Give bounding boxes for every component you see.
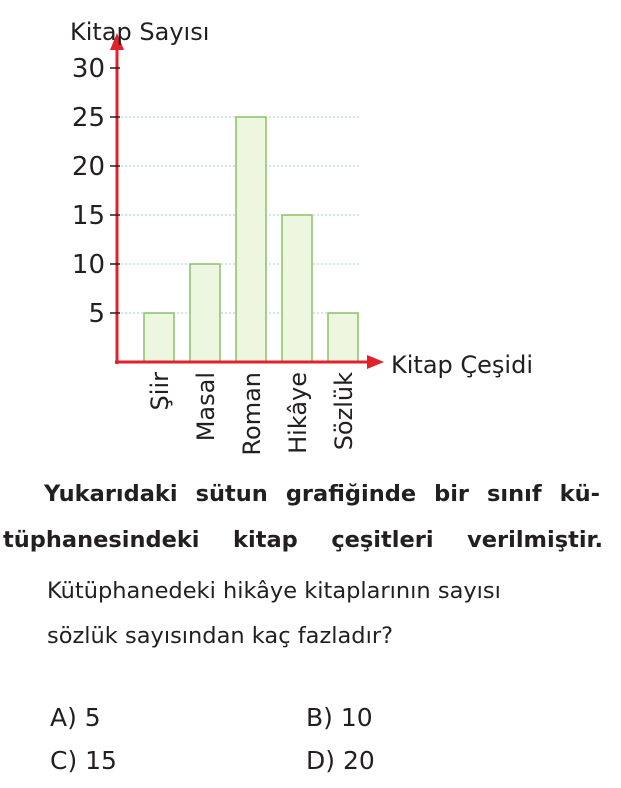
option-c[interactable]: C) 15 bbox=[50, 746, 117, 775]
y-tick-label: 5 bbox=[88, 299, 105, 329]
option-d[interactable]: D) 20 bbox=[306, 746, 375, 775]
option-b[interactable]: B) 10 bbox=[306, 703, 373, 732]
y-ticks bbox=[72, 54, 120, 329]
x-tick-label: Roman bbox=[238, 372, 266, 456]
x-tick-label: Hikâye bbox=[284, 372, 312, 454]
question-line-2: sözlük sayısından kaç fazladır? bbox=[47, 623, 394, 649]
y-tick-label: 30 bbox=[71, 54, 105, 84]
paragraph-line-1: Yukarıdaki sütun grafiğinde bir sınıf kü- bbox=[44, 481, 600, 507]
option-a[interactable]: A) 5 bbox=[50, 703, 101, 732]
x-tick-label: Şiir bbox=[146, 372, 174, 411]
y-tick-label: 25 bbox=[71, 103, 105, 133]
bar-1 bbox=[190, 264, 220, 362]
question-line-1: Kütüphanedeki hikâye kitaplarının sayısı bbox=[47, 578, 501, 604]
bar-4 bbox=[328, 313, 358, 362]
y-tick-label: 15 bbox=[71, 201, 105, 231]
y-axis-title: Kitap Sayısı bbox=[70, 18, 210, 46]
x-axis-arrow bbox=[367, 355, 384, 369]
paragraph-line-2: tüphanesindeki kitap çeşitleri verilmiştir. bbox=[3, 527, 603, 553]
bar-0 bbox=[144, 313, 174, 362]
x-tick-labels bbox=[146, 372, 358, 456]
x-tick-label: Masal bbox=[192, 372, 220, 442]
bar-3 bbox=[282, 215, 312, 362]
bars bbox=[144, 117, 358, 362]
x-tick-label: Sözlük bbox=[330, 372, 358, 451]
bar-2 bbox=[236, 117, 266, 362]
y-tick-label: 10 bbox=[71, 250, 105, 280]
y-tick-label: 20 bbox=[71, 152, 105, 182]
x-axis-title: Kitap Çeşidi bbox=[391, 351, 533, 379]
